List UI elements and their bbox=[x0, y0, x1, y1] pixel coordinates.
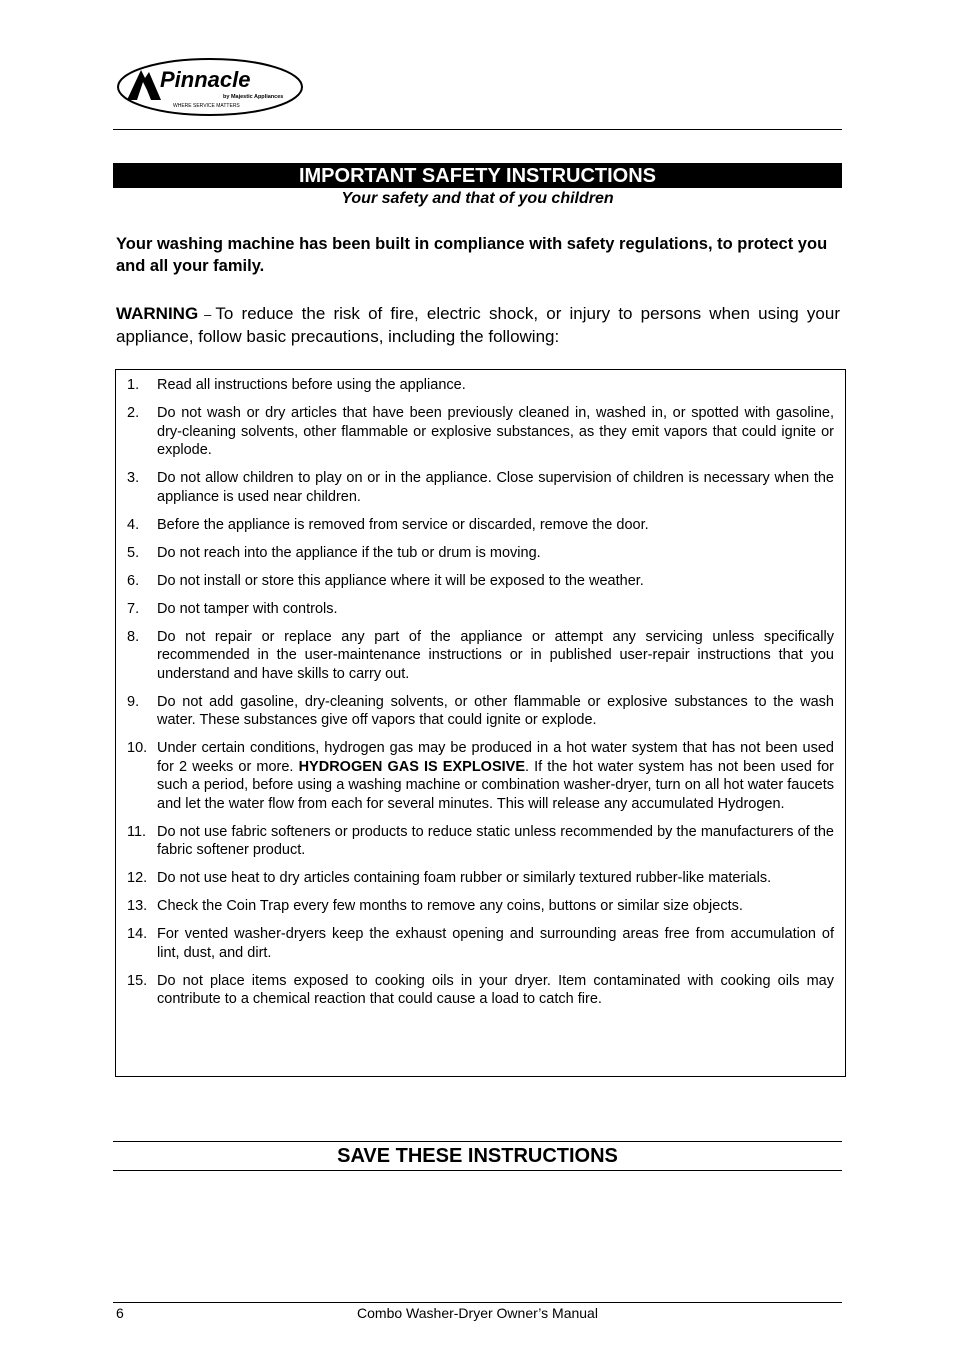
warning-label: WARNING bbox=[116, 304, 199, 323]
hydrogen-warning: HYDROGEN GAS IS EXPLOSIVE bbox=[298, 758, 525, 775]
list-item bbox=[127, 469, 834, 506]
list-item bbox=[127, 376, 834, 395]
item-number: 1. bbox=[127, 377, 140, 393]
item-text: Do not use heat to dry articles containing foam rubber or similarly textured rubber-like materials. bbox=[157, 870, 772, 886]
item-text: Check the Coin Trap every few months to remove any coins, buttons or similar size objects. bbox=[157, 898, 743, 914]
item-text: . If the hot water system has not been used for such a period, before using a washing machine or combination washer-dryer, turn on all hot water faucets and let the water flow from each for several minutes. This will release any accumulated Hydrogen. bbox=[157, 758, 834, 812]
item-text: Do not wash or dry articles that have been previously cleaned in, washed in, or spotted with gasoline, dry-cleaning solvents, other flammable or explosive substances, as they emit vapors that could ignite or explode. bbox=[157, 405, 834, 458]
item-text: Do not reach into the appliance if the tub or drum is moving. bbox=[157, 544, 541, 561]
footer-title: Combo Washer-Dryer Owner’s Manual bbox=[357, 1305, 598, 1321]
item-text: Do not allow children to play on or in the appliance. Close supervision of children is necessary when the appliance is used near children. bbox=[157, 470, 834, 505]
item-number: 14. bbox=[127, 926, 148, 942]
item-text: Do not tamper with controls. bbox=[157, 600, 338, 617]
item-number: 8. bbox=[127, 628, 140, 645]
list-item bbox=[127, 897, 834, 916]
page-title: IMPORTANT SAFETY INSTRUCTIONS bbox=[113, 163, 842, 188]
list-item bbox=[127, 516, 834, 535]
item-text: Do not add gasoline, dry-cleaning solvents, or other flammable or explosive substances to the wash water. These substances give off vapors that could ignite or explode. bbox=[157, 693, 834, 728]
save-instructions-heading: SAVE THESE INSTRUCTIONS bbox=[113, 1141, 842, 1171]
item-number: 4. bbox=[127, 516, 140, 533]
list-item bbox=[127, 972, 834, 1009]
item-number: 6. bbox=[127, 572, 140, 589]
instructions-list bbox=[127, 376, 834, 1018]
logo-brand: Pinnacle bbox=[160, 67, 251, 92]
item-text: Do not use fabric softeners or products to reduce static unless recommended by the manufacturers of the fabric softener product. bbox=[157, 823, 834, 858]
item-text: Before the appliance is removed from service or discarded, remove the door. bbox=[157, 516, 649, 533]
item-number: 15. bbox=[127, 972, 148, 989]
list-item bbox=[127, 925, 834, 962]
list-item bbox=[127, 739, 834, 813]
list-item bbox=[127, 544, 834, 563]
list-item bbox=[127, 823, 834, 860]
item-number: 7. bbox=[127, 600, 140, 617]
intro-paragraph: Your washing machine has been built in compliance with safety regulations, to protect you and all your family. bbox=[116, 235, 828, 275]
list-item bbox=[127, 600, 834, 619]
item-number: 3. bbox=[127, 470, 140, 486]
list-item bbox=[127, 869, 834, 888]
item-number: 2. bbox=[127, 405, 140, 421]
warning-text: To reduce the risk of fire, electric shock, or injury to persons when using your appliance, follow basic precautions, including the following: bbox=[116, 304, 840, 346]
item-number: 5. bbox=[127, 544, 140, 561]
list-item bbox=[127, 628, 834, 684]
item-number: 11. bbox=[127, 823, 147, 840]
item-text: For vented washer-dryers keep the exhaust opening and surrounding areas free from accumulation of lint, dust, and dirt. bbox=[157, 926, 834, 961]
warning-paragraph bbox=[116, 303, 840, 348]
item-text: Read all instructions before using the appliance. bbox=[157, 377, 466, 393]
item-text: Do not place items exposed to cooking oils in your dryer. Item contaminated with cooking oils may contribute to a chemical reaction that could cause a load to catch fire. bbox=[157, 972, 834, 1007]
page-subtitle: Your safety and that of you children bbox=[341, 190, 614, 207]
instructions-box bbox=[115, 369, 846, 1077]
item-text: Do not install or store this appliance where it will be exposed to the weather. bbox=[157, 572, 644, 589]
logo-sub: by Majestic Appliances bbox=[223, 94, 284, 100]
list-item bbox=[127, 572, 834, 591]
footer-divider bbox=[113, 1302, 842, 1303]
item-number: 13. bbox=[127, 898, 148, 914]
header-divider bbox=[113, 129, 842, 130]
list-item bbox=[127, 404, 834, 460]
list-item bbox=[127, 693, 834, 730]
item-number: 10. bbox=[127, 740, 148, 756]
logo-tagline: WHERE SERVICE MATTERS bbox=[173, 103, 240, 109]
item-number: 12. bbox=[127, 870, 148, 886]
pinnacle-logo bbox=[115, 56, 305, 118]
item-number: 9. bbox=[127, 693, 140, 710]
warning-dash: – bbox=[204, 307, 212, 322]
page-number: 6 bbox=[116, 1305, 124, 1321]
item-text: Under certain conditions, hydrogen gas may be produced in a hot water system that has not been used for 2 weeks or more. bbox=[157, 740, 834, 775]
item-text: Do not repair or replace any part of the appliance or attempt any servicing unless specifically recommended in the user-maintenance instructions or in published user-repair instructions that you understand and have skills to carry out. bbox=[157, 628, 834, 682]
